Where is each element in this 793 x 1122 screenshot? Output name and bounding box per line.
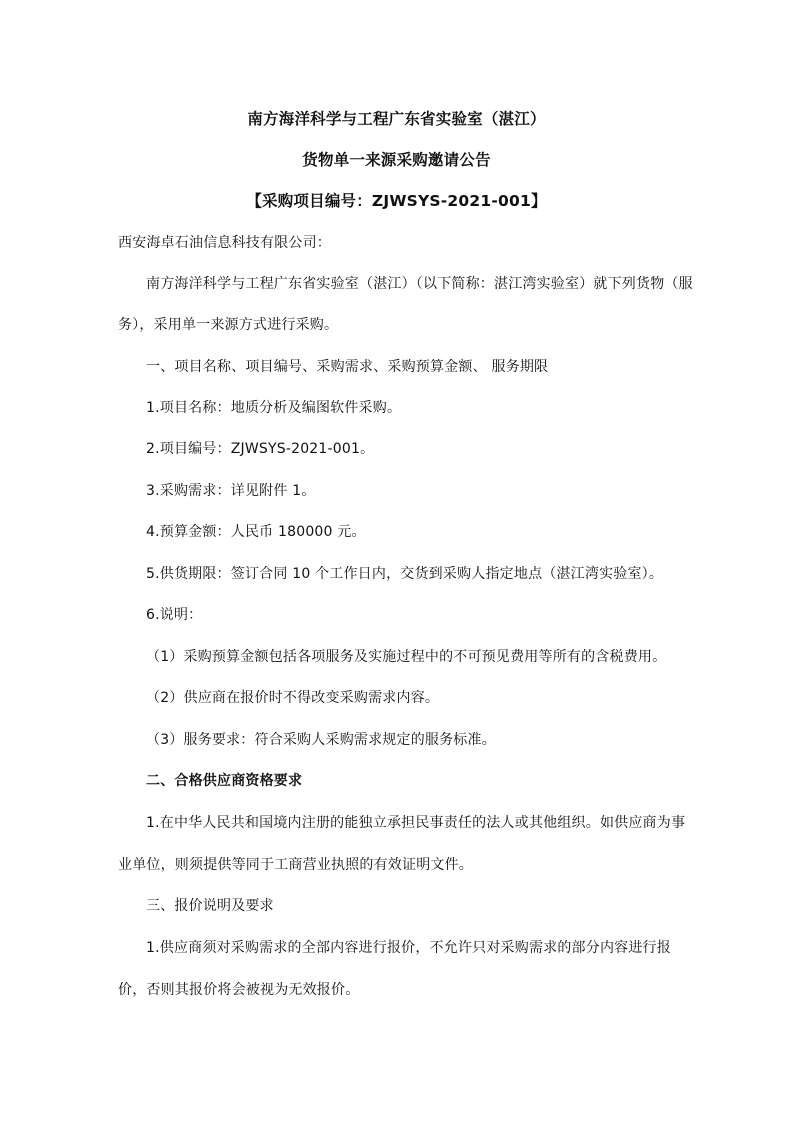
- section1-item-budget: 4.预算金额：人民币 180000 元。: [146, 524, 366, 540]
- intro-paragraph-line1: 南方海洋科学与工程广东省实验室（湛江）（以下简称：湛江湾实验室）就下列货物（服: [146, 276, 693, 292]
- section1-item-name: 1.项目名称：地质分析及编图软件采购。: [146, 400, 402, 416]
- section1-heading: 一、项目名称、项目编号、采购需求、采购预算金额、 服务期限: [146, 359, 549, 375]
- document-subtitle: 货物单一来源采购邀请公告: [302, 151, 491, 169]
- section3-heading: 三、报价说明及要求: [146, 898, 274, 914]
- section1-item-requirement: 3.采购需求：详见附件 1。: [146, 483, 316, 499]
- section2-item1-line1: 1.在中华人民共和国境内注册的能独立承担民事责任的法人或其他组织。如供应商为事: [146, 815, 686, 831]
- section2-heading: 二、合格供应商资格要求: [146, 773, 303, 789]
- section1-item-notes: 6.说明：: [146, 607, 203, 623]
- section1-item-delivery: 5.供货期限：签订合同 10 个工作日内，交货到采购人指定地点（湛江湾实验室）。: [146, 566, 664, 582]
- project-code: 【采购项目编号：ZJWSYS-2021-001】: [246, 192, 547, 210]
- section1-note-1: （1）采购预算金额包括各项服务及实施过程中的不可预见费用等所有的含税费用。: [146, 649, 667, 665]
- section1-note-3: （3）服务要求：符合采购人采购需求规定的服务标准。: [146, 732, 496, 748]
- intro-paragraph-line2: 务），采用单一来源方式进行采购。: [118, 317, 339, 333]
- section1-item-code: 2.项目编号：ZJWSYS-2021-001。: [146, 441, 375, 457]
- section2-item1-line2: 业单位，则须提供等同于工商营业执照的有效证明文件。: [118, 857, 473, 873]
- section3-item1-line1: 1.供应商须对采购需求的全部内容进行报价，不允许只对采购需求的部分内容进行报: [146, 940, 671, 956]
- section1-note-2: （2）供应商在报价时不得改变采购需求内容。: [146, 690, 440, 706]
- addressee: 西安海卓石油信息科技有限公司：: [118, 235, 331, 251]
- document-title: 南方海洋科学与工程广东省实验室（湛江）: [247, 110, 546, 128]
- section3-item1-line2: 价，否则其报价将会被视为无效报价。: [118, 982, 360, 998]
